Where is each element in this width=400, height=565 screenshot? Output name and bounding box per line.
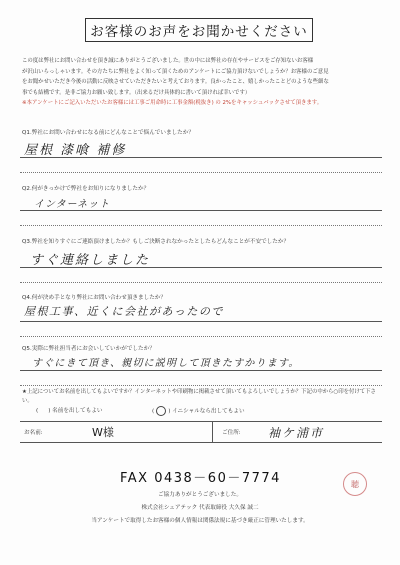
option-name-ok-label: 名前を出してもよい — [52, 408, 103, 414]
answer-line — [20, 321, 382, 322]
thanks-text: ご協力ありがとうございました。 — [158, 492, 242, 498]
answer-5: すぐにきて頂き、親切に説明して頂きたすかります。 — [32, 358, 300, 369]
option-name-ok[interactable]: ( ) 名前を出してもよい — [36, 408, 103, 414]
selected-circle-icon — [156, 406, 166, 416]
address-label: ご住所: — [222, 430, 241, 436]
cashback-note: ※本アンケートにご記入いただいたお客様には工事ご用命時に工事金額(税抜き) の 2%をキャッシュバックさせて頂きます。 — [22, 100, 323, 107]
intro-text — [22, 56, 382, 109]
question-4: Q4.何が決め手となり弊社にお問い合わせ頂きましたか？ — [22, 295, 166, 301]
option-initial-ok-label: イニシャルなら出してもよい — [172, 408, 245, 415]
address-value: 袖ケ浦市 — [268, 426, 325, 440]
answer-line — [20, 225, 382, 226]
question-2: Q2.何がきっかけで弊社をお知りになりましたか？ — [22, 186, 150, 192]
answer-line — [20, 267, 382, 268]
answer-line — [20, 172, 382, 173]
intro-line-1: この度は弊社にお問い合わせを頂き誠にありがとうございました。世の中には弊社の存在やサービスをご存知ないお客様 — [22, 58, 314, 64]
answer-line — [20, 157, 382, 158]
answer-line — [20, 336, 382, 337]
page-title: お客様のお声をお聞かせください — [85, 18, 313, 42]
answer-1: 屋根 漆喰 補修 — [24, 143, 127, 158]
intro-line-2: が沢山いらっしゃいます。その方たちに弊社をよく知って頂くためのアンケートにご協力頂けないでしょうか？お客様のご意見 — [22, 68, 329, 75]
name-address-row — [20, 421, 382, 443]
option-initial-ok[interactable]: ( ) イニシャルなら出してもよい — [152, 406, 245, 416]
answer-line — [20, 370, 382, 371]
name-label: お名前: — [24, 430, 43, 436]
company-text: 株式会社シェアテック 代表取締役 大久保 誠二 — [141, 505, 259, 511]
answer-line — [20, 210, 382, 211]
answer-2: インターネット — [34, 199, 111, 210]
fax-number: FAX 0438－60－7774 — [120, 471, 281, 486]
privacy-text: 当アンケートで取得したお客様の個人情報は関係法規に基づき厳正に管理いたします。 — [91, 518, 309, 524]
approval-stamp: 聴 — [343, 472, 367, 496]
answer-3: すぐ連絡しました — [30, 253, 151, 268]
question-1: Q1.弊社にお問い合わせになる前にどんなことで悩んでいましたか？ — [22, 130, 194, 136]
question-5: Q5.実際に弊社担当者にお会いしていかがでしたか？ — [22, 346, 155, 352]
answer-line — [20, 282, 382, 283]
intro-line-4: 事でも結構です。是非ご協力お願い致します。（出来るだけ具体的に書いて頂ければ幸いです） — [22, 89, 251, 96]
intro-line-3: をお聞かせいただき今後の活動に反映させていただきたいと考えております。良かったこと、嬉しかったことどのような些細な — [22, 79, 329, 86]
divider — [212, 421, 213, 443]
answer-line — [20, 385, 382, 386]
answer-4: 屋根工事、近くに会社があったので — [24, 305, 224, 318]
question-3: Q3.弊社を知りすぐにご連絡頂けましたか？もしご決断されなかったとしたらどんなことが不安でしたか？ — [22, 239, 290, 245]
name-value: W様 — [92, 426, 114, 439]
consent-note: ★上記についてお名前を出してもよいですか？インターネットや印刷物に掲載させて頂いてもよろしいでしょうか？下記の中から○印を付けて下さい。 — [22, 389, 376, 404]
